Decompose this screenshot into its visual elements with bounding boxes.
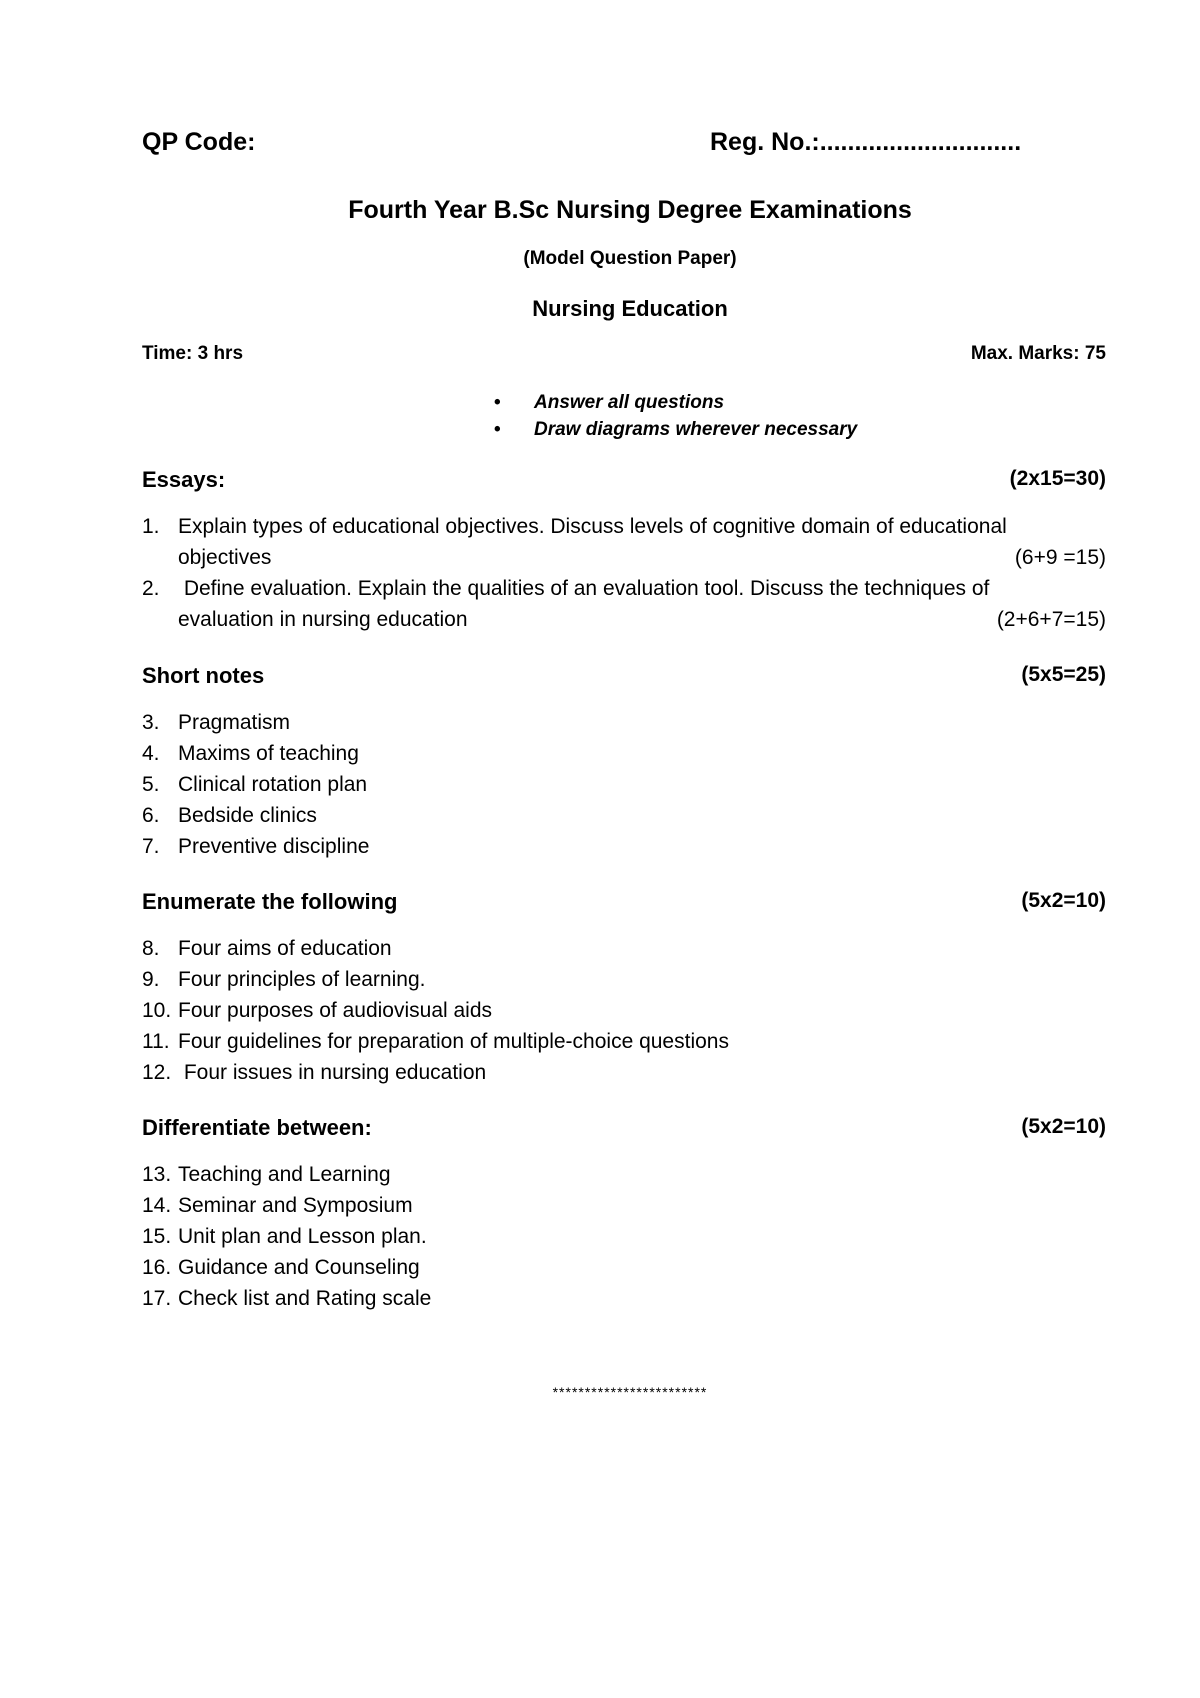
question-text: Four purposes of audiovisual aids bbox=[178, 999, 493, 1022]
question-item bbox=[142, 937, 392, 961]
question-item bbox=[142, 1287, 431, 1311]
question-marks: (2+6+7=15) bbox=[996, 608, 1106, 631]
section-title-essays: Essays: bbox=[142, 467, 226, 492]
question-number: 6. bbox=[142, 804, 160, 827]
question-text: Bedside clinics bbox=[178, 804, 317, 827]
exam-subtitle: (Model Question Paper) bbox=[523, 248, 737, 269]
question-text: Unit plan and Lesson plan. bbox=[178, 1225, 427, 1248]
question-text-continued: evaluation in nursing education bbox=[178, 608, 468, 631]
question-number: 5. bbox=[142, 773, 160, 796]
question-number: 9. bbox=[142, 968, 160, 991]
question-number: 3. bbox=[142, 711, 160, 734]
bullet-icon: • bbox=[494, 392, 501, 413]
instruction-text: Draw diagrams wherever necessary bbox=[534, 419, 858, 440]
question-number: 10. bbox=[142, 999, 172, 1022]
question-text: Four aims of education bbox=[178, 937, 392, 960]
question-number: 1. bbox=[142, 515, 160, 538]
question-item bbox=[142, 515, 1007, 539]
question-item bbox=[142, 1163, 391, 1187]
question-number: 4. bbox=[142, 742, 160, 765]
instruction-item bbox=[494, 392, 724, 414]
instruction-item bbox=[494, 419, 857, 441]
question-number: 8. bbox=[142, 937, 160, 960]
question-item bbox=[142, 835, 369, 859]
question-text: Define evaluation. Explain the qualities of an evaluation tool. Discuss the techniques of bbox=[178, 577, 990, 600]
question-text: Explain types of educational objectives. Discuss levels of cognitive domain of educational bbox=[178, 515, 1007, 538]
question-text: Maxims of teaching bbox=[178, 742, 359, 765]
section-title-short-notes: Short notes bbox=[142, 663, 265, 688]
question-number: 13. bbox=[142, 1163, 172, 1186]
max-marks: Max. Marks: 75 bbox=[970, 343, 1106, 364]
question-text: Four guidelines for preparation of multiple-choice questions bbox=[178, 1030, 729, 1053]
exam-time: Time: 3 hrs bbox=[142, 343, 244, 364]
qp-code-label: QP Code: bbox=[142, 128, 256, 156]
question-item bbox=[142, 1061, 486, 1085]
section-marks-differentiate: (5x2=10) bbox=[1021, 1115, 1106, 1138]
question-number: 11. bbox=[142, 1030, 170, 1053]
question-marks: (6+9 =15) bbox=[1014, 546, 1106, 569]
question-number: 17. bbox=[142, 1287, 172, 1310]
section-marks-essays: (2x15=30) bbox=[1009, 467, 1106, 490]
question-number: 15. bbox=[142, 1225, 172, 1248]
question-item bbox=[142, 577, 989, 601]
exam-title: Fourth Year B.Sc Nursing Degree Examinations bbox=[348, 196, 912, 224]
question-text: Teaching and Learning bbox=[178, 1163, 391, 1186]
question-number: 7. bbox=[142, 835, 160, 858]
question-text: Four issues in nursing education bbox=[178, 1061, 487, 1084]
section-marks-short-notes: (5x5=25) bbox=[1021, 663, 1106, 686]
question-item bbox=[142, 804, 317, 828]
question-item bbox=[142, 1030, 729, 1054]
question-text-continued: objectives bbox=[178, 546, 272, 569]
section-title-enumerate: Enumerate the following bbox=[142, 889, 398, 914]
question-item bbox=[142, 1256, 420, 1280]
question-item bbox=[142, 773, 367, 797]
question-number: 14. bbox=[142, 1194, 172, 1217]
question-item bbox=[142, 999, 492, 1023]
instruction-text: Answer all questions bbox=[534, 392, 725, 413]
question-number: 12. bbox=[142, 1061, 172, 1084]
question-number: 2. bbox=[142, 577, 160, 600]
question-item bbox=[142, 1225, 427, 1249]
question-item bbox=[142, 1194, 413, 1218]
section-title-differentiate: Differentiate between: bbox=[142, 1115, 372, 1140]
question-text: Four principles of learning. bbox=[178, 968, 426, 991]
subject-name: Nursing Education bbox=[532, 296, 728, 321]
question-text: Pragmatism bbox=[178, 711, 291, 734]
bullet-icon: • bbox=[494, 419, 501, 440]
question-number: 16. bbox=[142, 1256, 172, 1279]
question-item bbox=[142, 742, 359, 766]
footer-stars-divider: ************************ bbox=[552, 1384, 708, 1400]
question-item bbox=[142, 711, 290, 735]
reg-no-label: Reg. No.:............................. bbox=[710, 128, 1022, 156]
question-text: Seminar and Symposium bbox=[178, 1194, 413, 1217]
section-marks-enumerate: (5x2=10) bbox=[1021, 889, 1106, 912]
question-text: Check list and Rating scale bbox=[178, 1287, 432, 1310]
question-text: Clinical rotation plan bbox=[178, 773, 368, 796]
question-text: Guidance and Counseling bbox=[178, 1256, 420, 1279]
question-item bbox=[142, 968, 425, 992]
question-text: Preventive discipline bbox=[178, 835, 370, 858]
